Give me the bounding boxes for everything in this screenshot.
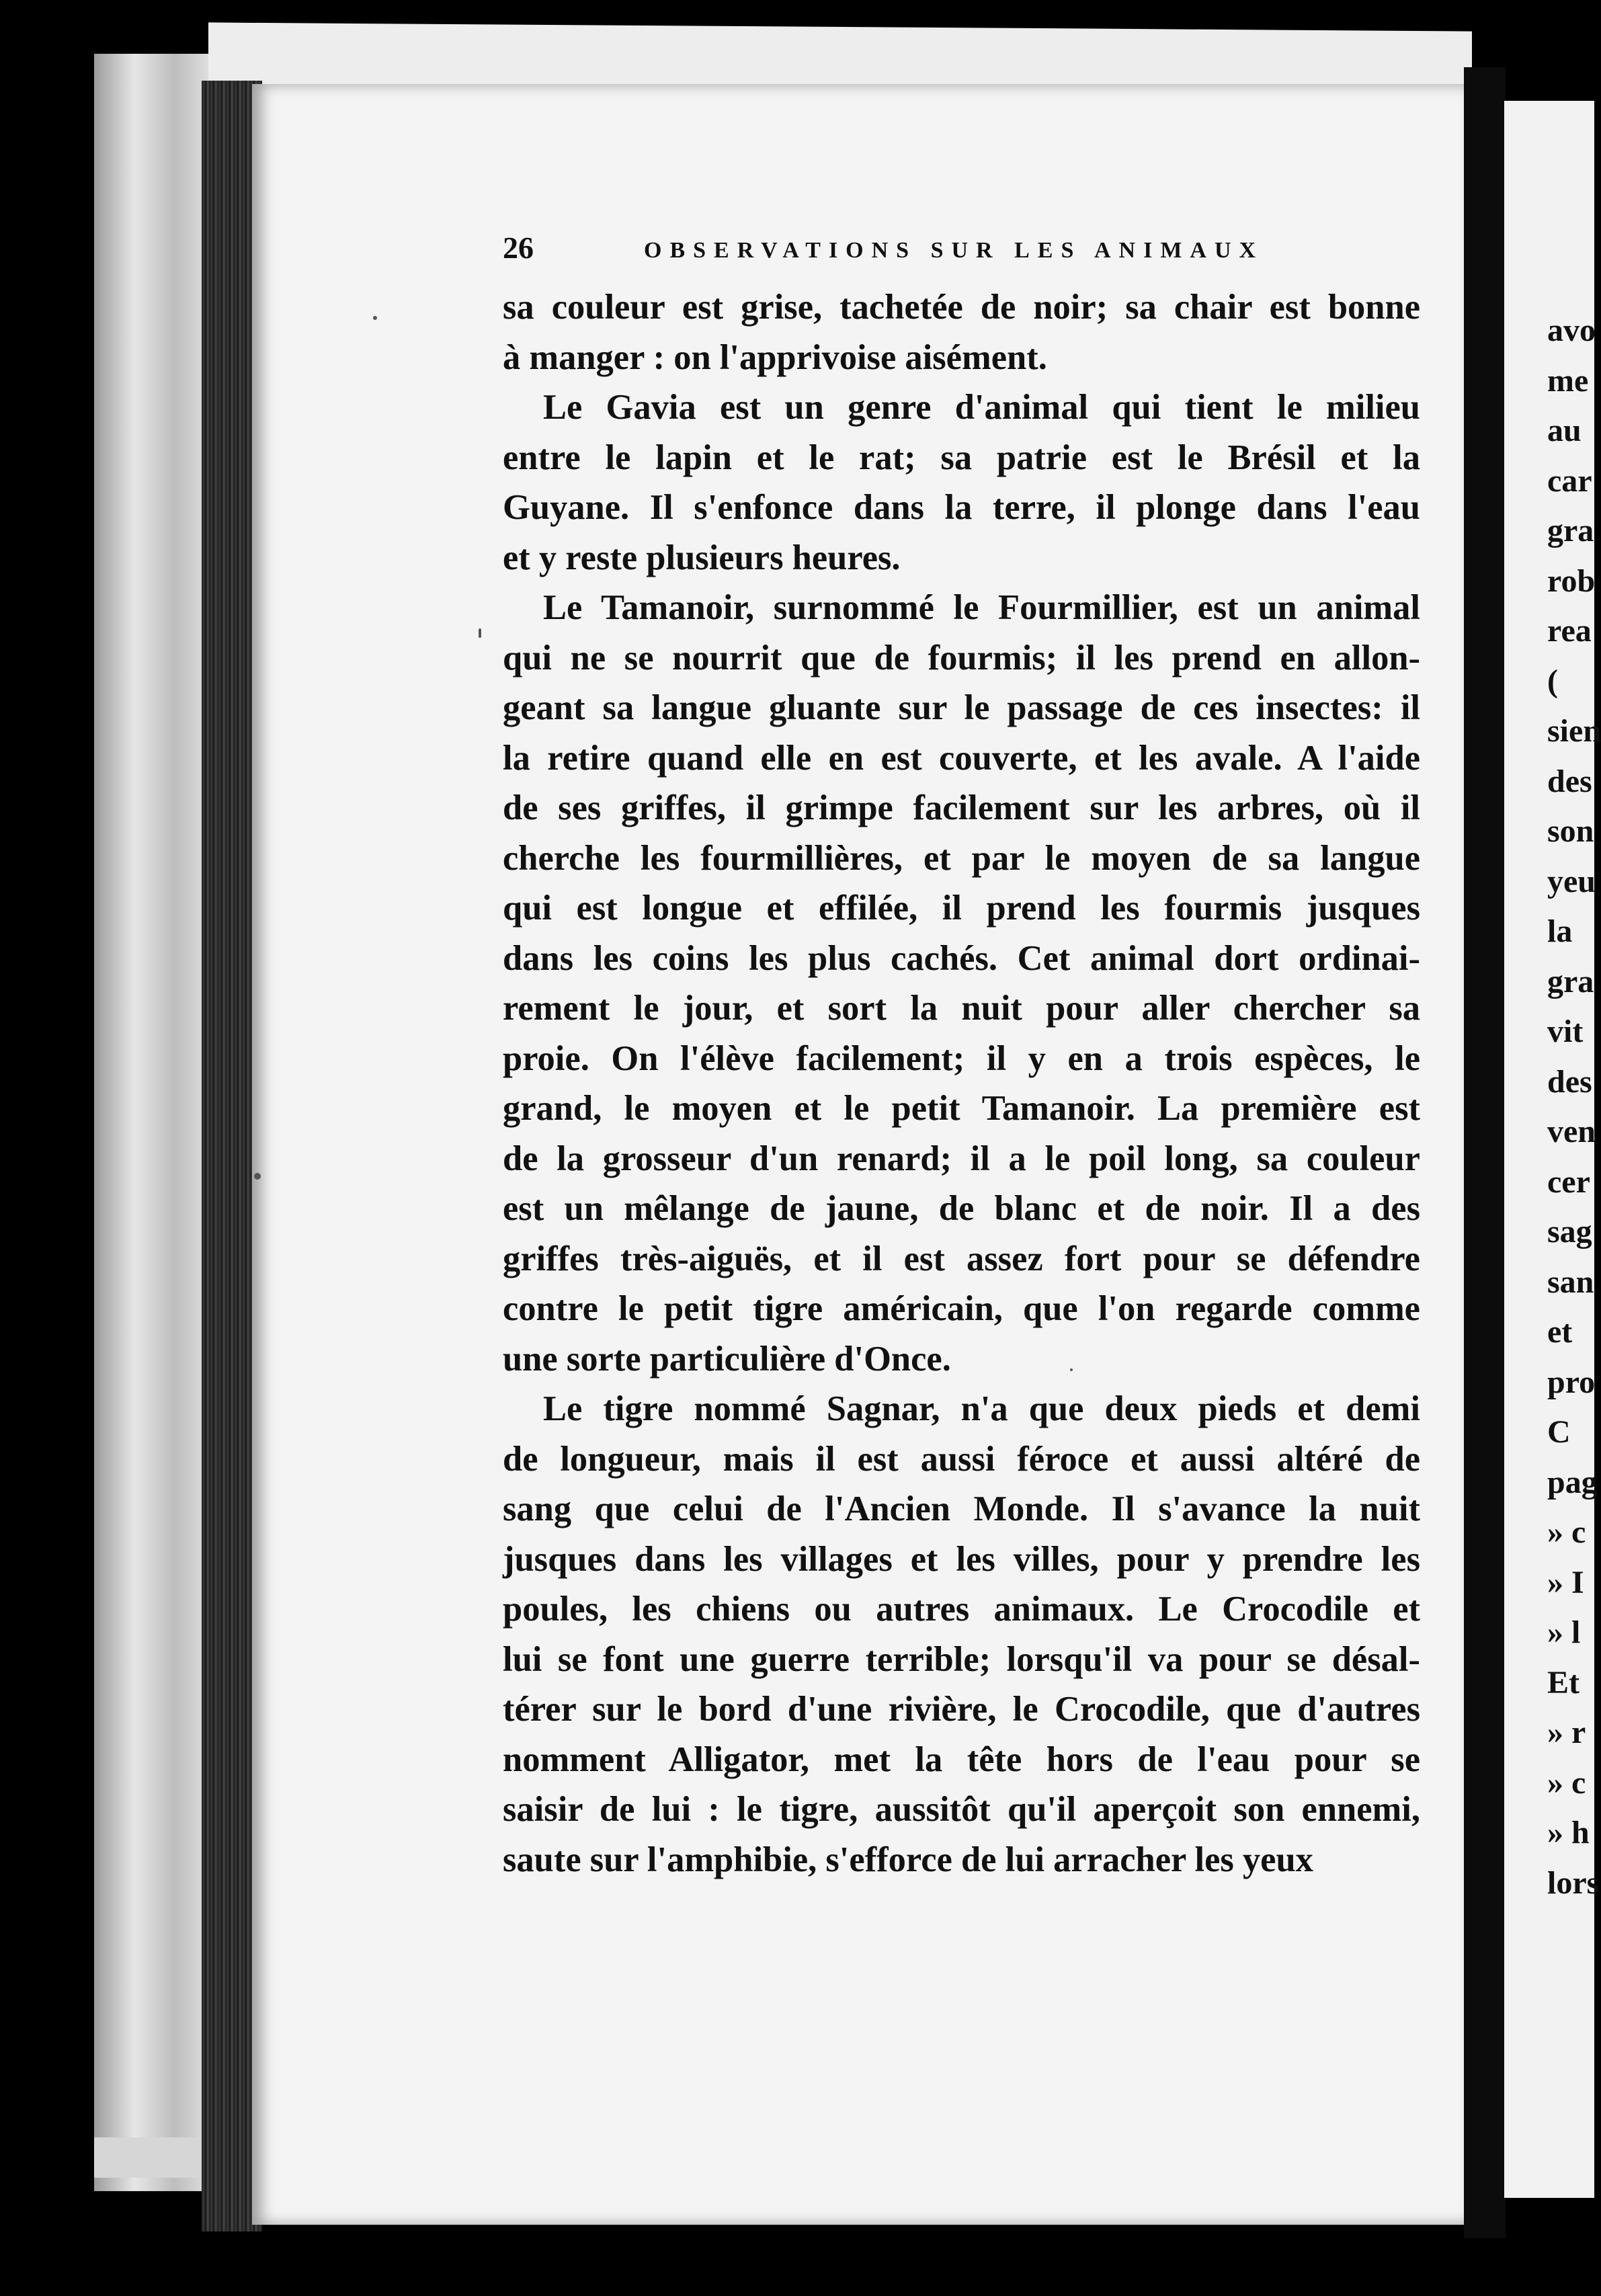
right-page-line-fragment: ( [1547, 663, 1558, 699]
text-line: une sorte particulière d'Once. [503, 1339, 951, 1379]
text-line: de ses griffes, il grimpe facilement sur les arbres, où il [503, 788, 1420, 827]
page-body-text [503, 282, 1420, 1885]
running-head-title: OBSERVATIONS SUR LES ANIMAUX [644, 238, 1264, 263]
paper-speck [373, 316, 377, 320]
right-page-line-fragment: la [1547, 913, 1573, 949]
text-line: et y reste plusieurs heures. [503, 538, 901, 577]
right-page-line-fragment: rea [1547, 613, 1592, 649]
right-page-line-fragment: rob [1547, 563, 1596, 599]
text-line: sang que celui de l'Ancien Monde. Il s'avance la nuit [503, 1489, 1420, 1528]
text-line: rement le jour, et sort la nuit pour aller chercher sa [503, 989, 1420, 1028]
text-line: Le tigre nommé Sagnar, n'a que deux pieds et demi [543, 1389, 1420, 1428]
text-line: proie. On l'élève facilement; il y en a trois espèces, le [503, 1038, 1420, 1078]
right-page-line-fragment: avo [1547, 313, 1596, 348]
text-line: jusques dans les villages et les villes, pour y prendre les [503, 1539, 1420, 1579]
right-page-line-fragment: pro [1547, 1364, 1596, 1400]
right-page-line-fragment: au [1547, 413, 1582, 448]
text-line: sa couleur est grise, tachetée de noir; sa chair est bonne [503, 288, 1420, 327]
right-page-line-fragment: » c [1547, 1514, 1586, 1550]
right-page-line-fragment: des [1547, 763, 1592, 799]
right-page-line-fragment: gra [1547, 513, 1594, 548]
paper-speck [479, 628, 481, 638]
running-head [503, 231, 1264, 274]
paper-speck [254, 1173, 261, 1180]
right-page-line-fragment: C [1547, 1414, 1571, 1450]
text-line: dans les coins les plus cachés. Cet animal dort ordinai- [503, 938, 1420, 978]
text-line: Le Gavia est un genre d'animal qui tient le milieu [543, 388, 1420, 427]
text-line: griffes très-aiguës, et il est assez fort pour se défendre [503, 1239, 1420, 1278]
text-line: entre le lapin et le rat; sa patrie est le Brésil et la [503, 438, 1420, 477]
text-line: nomment Alligator, met la tête hors de l'eau pour se [503, 1739, 1420, 1779]
binding-gutter [1464, 67, 1506, 2238]
right-page-line-fragment: me [1547, 362, 1589, 399]
paper-speck [1070, 1368, 1073, 1371]
text-line: Guyane. Il s'enfonce dans la terre, il plonge dans l'eau [503, 488, 1420, 527]
text-line: qui est longue et effilée, il prend les fourmis jusques [503, 889, 1420, 928]
text-line: de la grosseur d'un renard; il a le poil long, sa couleur [503, 1139, 1420, 1178]
right-page-text-fragments [1547, 306, 1601, 1908]
text-line: térer sur le bord d'une rivière, le Crocodile, que d'autres [503, 1690, 1420, 1729]
text-line: à manger : on l'apprivoise aisément. [503, 337, 1047, 377]
right-page-line-fragment: » l [1547, 1614, 1581, 1650]
right-page-line-fragment: ven [1547, 1114, 1596, 1149]
right-page-line-fragment: Et [1547, 1664, 1579, 1700]
text-line: est un mêlange de jaune, de blanc et de noir. Il a des [503, 1189, 1420, 1228]
page-number: 26 [503, 231, 534, 265]
right-page-line-fragment: et [1547, 1314, 1573, 1350]
right-page-line-fragment: vit [1547, 1014, 1584, 1049]
right-page-line-fragment: gra [1547, 963, 1594, 999]
right-page-line-fragment: » h [1547, 1815, 1590, 1850]
right-page-line-fragment: pag [1547, 1464, 1598, 1500]
right-page-line-fragment: » c [1547, 1764, 1586, 1801]
right-page-line-fragment: san [1547, 1264, 1594, 1300]
text-line: la retire quand elle en est couverte, et les avale. A l'aide [503, 738, 1420, 778]
text-line: grand, le moyen et le petit Tamanoir. La première est [503, 1089, 1420, 1128]
text-line: cherche les fourmillières, et par le moyen de sa langue [503, 838, 1420, 878]
right-page-line-fragment: cer [1547, 1163, 1590, 1200]
text-line: contre le petit tigre américain, que l'on regarde comme [503, 1289, 1420, 1328]
text-line: lui se font une guerre terrible; lorsqu'il va pour se désal- [503, 1639, 1420, 1679]
right-page-line-fragment: lors [1547, 1864, 1600, 1901]
text-line: poules, les chiens ou autres animaux. Le Crocodile et [503, 1590, 1420, 1629]
right-page-line-fragment: des [1547, 1063, 1592, 1100]
right-page-line-fragment: » I [1547, 1564, 1584, 1600]
text-line: saute sur l'amphibie, s'efforce de lui arracher les yeux [503, 1840, 1313, 1879]
right-page-line-fragment: car [1547, 462, 1592, 499]
text-line: geant sa langue gluante sur le passage de ces insectes: il [503, 688, 1420, 727]
text-line: de longueur, mais il est aussi féroce et aussi altéré de [503, 1439, 1420, 1479]
right-page-line-fragment: yeu [1547, 863, 1596, 899]
right-page-line-fragment: sag [1547, 1214, 1592, 1249]
right-page-line-fragment: » r [1547, 1715, 1586, 1750]
right-page-line-fragment: sien [1547, 713, 1601, 749]
right-page-line-fragment: son [1547, 813, 1594, 849]
text-line: saisir de lui : le tigre, aussitôt qu'il aperçoit son ennemi, [503, 1790, 1420, 1829]
text-line: Le Tamanoir, surnommé le Fourmillier, est un animal [543, 588, 1420, 627]
text-line: qui ne se nourrit que de fourmis; il les prend en allon- [503, 638, 1420, 678]
